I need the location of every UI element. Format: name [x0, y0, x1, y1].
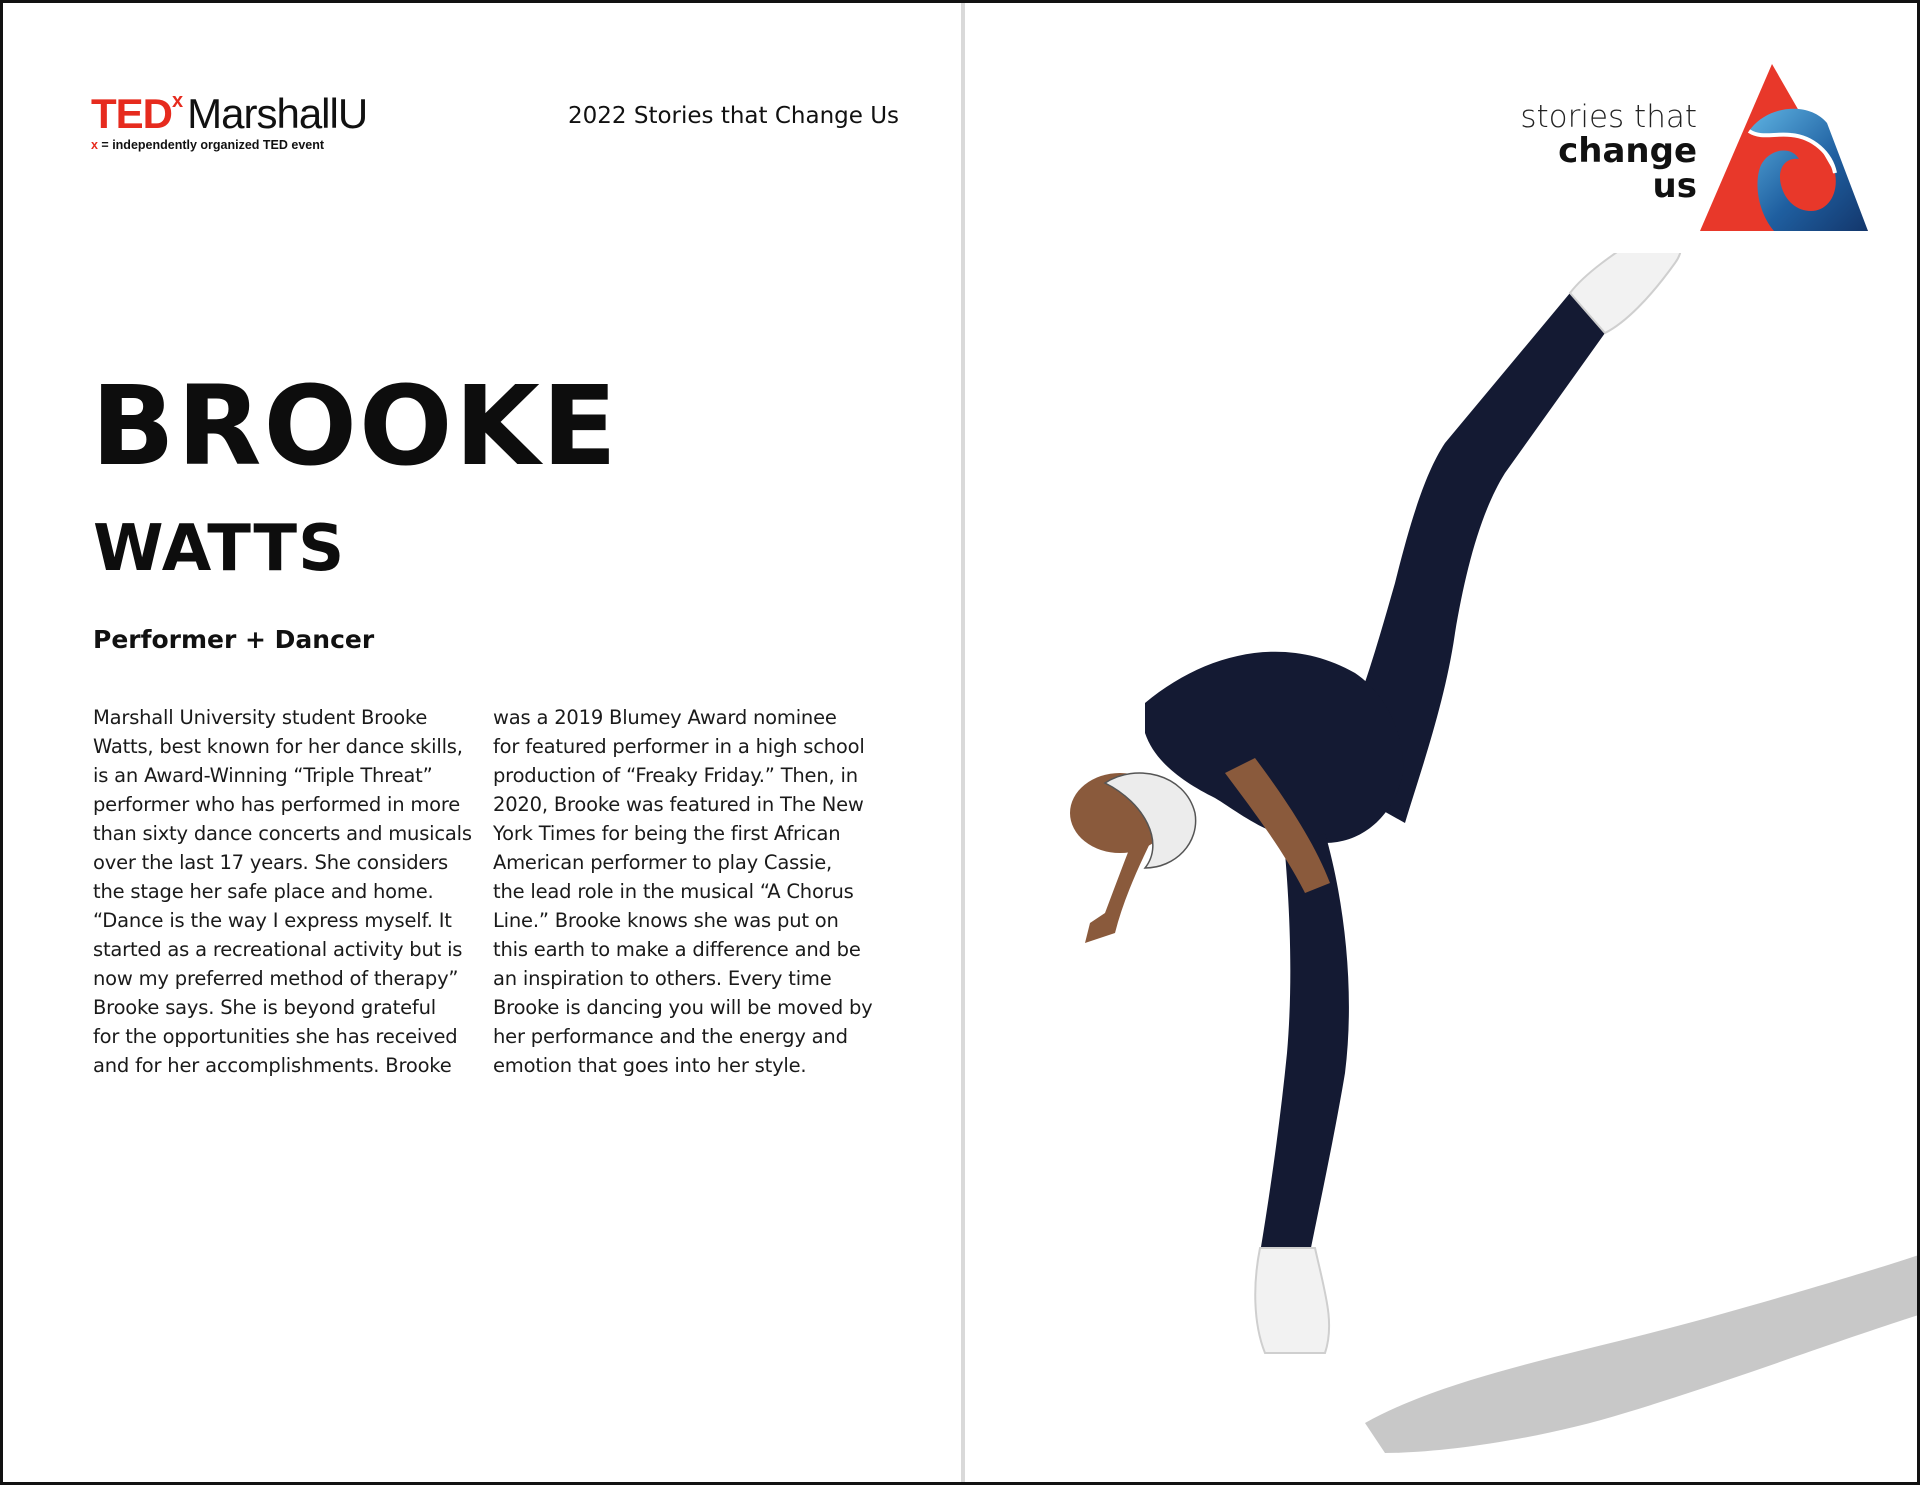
stories-that-change-us-logo: [1517, 61, 1857, 236]
ted-x-superscript: x: [172, 90, 184, 112]
bio-column-2: [493, 703, 885, 1080]
bio-line: Marshall University student Brooke: [93, 706, 428, 729]
bio-line: and for her accomplishments. Brooke: [93, 1054, 452, 1077]
bio-line: this earth to make a difference and be: [493, 938, 861, 961]
standing-sock: [1255, 1248, 1329, 1353]
header-prefix: 2022 Stories that: [568, 103, 775, 129]
stc-line-1: stories that: [1520, 99, 1697, 135]
standing-leg: [1260, 833, 1349, 1253]
tedx-marshallu-logo: [91, 90, 368, 152]
header-emphasis: Change Us: [774, 103, 900, 129]
bio-line: “Dance is the way I express myself. It: [93, 909, 452, 932]
bio-line: Watts, best known for her dance skills,: [93, 735, 463, 758]
running-header: [568, 103, 899, 129]
tagline-text: = independently organized TED event: [97, 138, 325, 152]
bio-line: 2020, Brooke was featured in The New: [493, 793, 864, 816]
stc-line-2: change us: [1558, 130, 1697, 207]
bio-line: for featured performer in a high school: [493, 735, 865, 758]
bio-line: emotion that goes into her style.: [493, 1054, 807, 1077]
bio-line: started as a recreational activity but is: [93, 938, 463, 961]
tagline-x: x: [91, 138, 98, 152]
speaker-first-name: BROOKE: [91, 362, 619, 490]
speaker-last-name: WATTS: [93, 512, 346, 586]
stc-logo-text: [1517, 101, 1697, 205]
bio-line: for the opportunities she has received: [93, 1025, 458, 1048]
bio-line: her performance and the energy and: [493, 1025, 848, 1048]
bio-column-1: [93, 703, 485, 1080]
tedx-tagline: [91, 138, 367, 152]
bio-line: performer who has performed in more: [93, 793, 461, 816]
bio-line: production of “Freaky Friday.” Then, in: [493, 764, 858, 787]
dancer-photo: [1025, 253, 1920, 1483]
left-page: [3, 3, 961, 1482]
bio-line: York Times for being the first African: [493, 822, 841, 845]
bio-line: is an Award-Winning “Triple Threat”: [93, 764, 433, 787]
bio-line: now my preferred method of therapy”: [93, 967, 459, 990]
bio-line: over the last 17 years. She considers: [93, 851, 448, 874]
ted-brand-text: TED: [91, 90, 172, 137]
bio-line: Line.” Brooke knows she was put on: [493, 909, 839, 932]
bio-line: the stage her safe place and home.: [93, 880, 434, 903]
right-page: [965, 3, 1917, 1482]
bio-line: was a 2019 Blumey Award nominee: [493, 706, 837, 729]
bio-line: American performer to play Cassie,: [493, 851, 833, 874]
bio-line: an inspiration to others. Every time: [493, 967, 832, 990]
speaker-role: Performer + Dancer: [93, 625, 375, 654]
red-blue-triangle-wave-icon: [1699, 61, 1869, 236]
bio-line: Brooke says. She is beyond grateful: [93, 996, 436, 1019]
bio-line: the lead role in the musical “A Chorus: [493, 880, 854, 903]
bio-line: Brooke is dancing you will be moved by: [493, 996, 873, 1019]
ted-org-name: MarshallU: [187, 90, 368, 137]
tedx-wordmark: [91, 90, 368, 137]
bio-line: than sixty dance concerts and musicals: [93, 822, 472, 845]
cast-shadow: [1365, 1253, 1920, 1453]
